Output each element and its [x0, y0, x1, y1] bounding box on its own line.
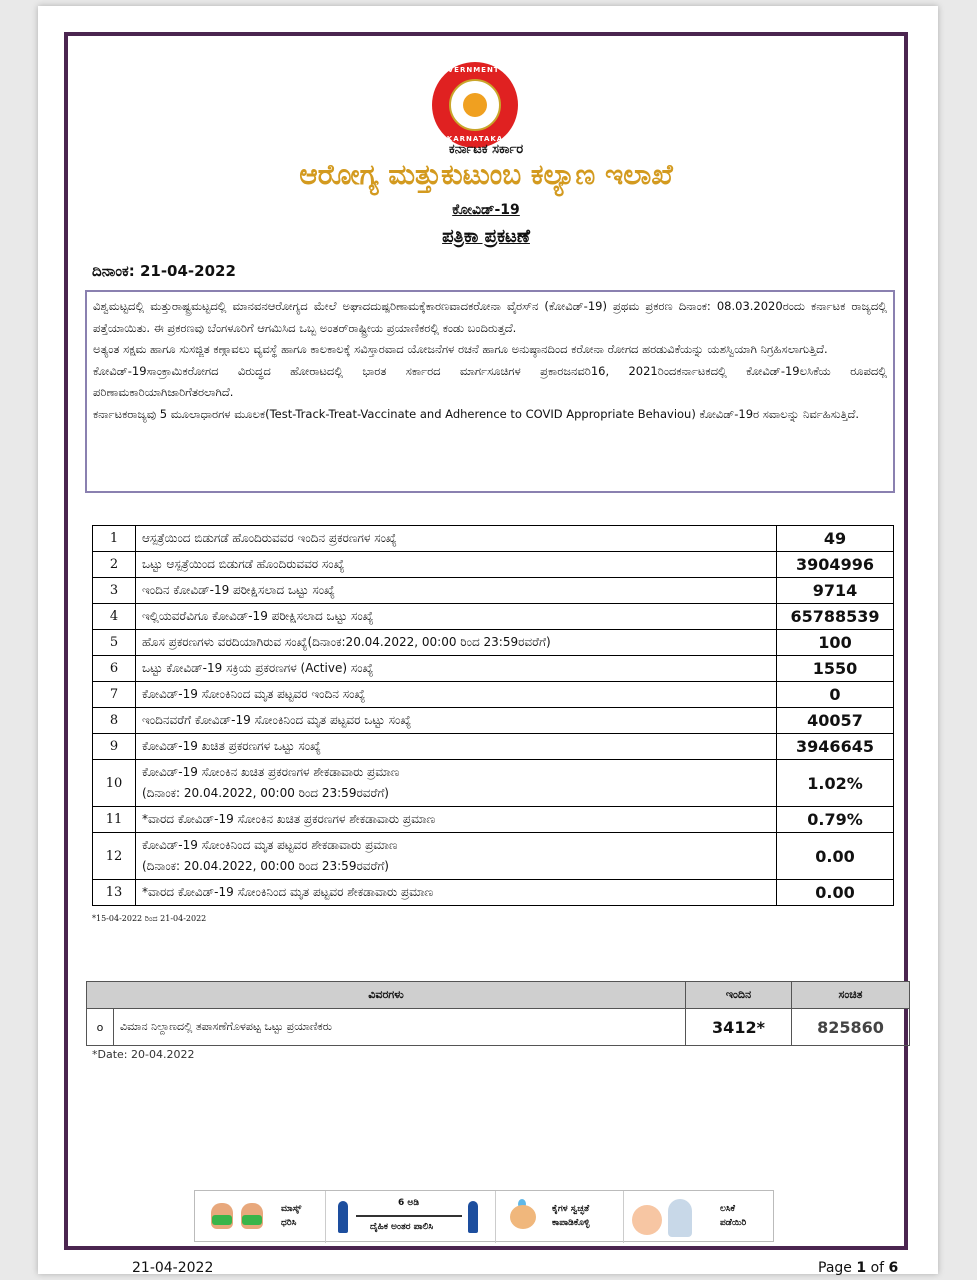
table-row: [93, 807, 894, 833]
table-row: [87, 1009, 910, 1046]
table-cell: 5: [93, 630, 136, 656]
table-row: [93, 578, 894, 604]
footer-date: 21-04-2022: [132, 1260, 214, 1276]
table-cell: 9: [93, 734, 136, 760]
table-cell: 2: [93, 552, 136, 578]
table-cell: 0.00: [777, 880, 894, 906]
table-cell: 0.00: [777, 833, 894, 880]
table-row: [93, 656, 894, 682]
table-cell: 10: [93, 760, 136, 807]
table-cell: ಇಂದಿನವರೆಗೆ ಕೋವಿಡ್-19 ಸೋಂಕಿನಿಂದ ಮೃತ ಪಟ್ಟವರ ಒಟ್ಟು ಸಂಖ್ಯೆ: [136, 708, 777, 734]
table-cell: 8: [93, 708, 136, 734]
table-row: [93, 526, 894, 552]
table-cell: *ವಾರದ ಕೋವಿಡ್-19 ಸೋಂಕಿನ ಖಚಿತ ಪ್ರಕರಣಗಳ ಶೇಕಡಾವಾರು ಪ್ರಮಾಣ: [136, 807, 777, 833]
header-today: ಇಂದಿನ: [686, 982, 792, 1009]
press-release-title: ಪತ್ರಿಕಾ ಪ್ರಕಟಣೆ: [442, 226, 530, 247]
table-cell: 6: [93, 656, 136, 682]
person-icon: [338, 1201, 348, 1233]
table-cell: 3: [93, 578, 136, 604]
table-cell: 0.79%: [777, 807, 894, 833]
distance-segment: 6 ಅಡಿ ದೈಹಿಕ ಅಂತರ ಪಾಲಿಸಿ: [325, 1191, 496, 1243]
table-row: [93, 760, 894, 807]
table-cell: 49: [777, 526, 894, 552]
table-cell: ಇಲ್ಲಿಯವರೆವಿಗೂ ಕೋವಿಡ್-19 ಪರೀಕ್ಷಿಸಲಾದ ಒಟ್ಟು ಸಂಖ್ಯೆ: [136, 604, 777, 630]
patient-icon: [632, 1205, 662, 1235]
table-cell: 12: [93, 833, 136, 880]
header-details: ವಿವರಗಳು: [87, 982, 686, 1009]
karnataka-seal-icon: [432, 62, 518, 148]
covid-stats-table: [92, 525, 894, 906]
intro-paragraph: ವಿಶ್ವಮಟ್ಟದಲ್ಲಿ ಮತ್ತುರಾಷ್ಟ್ರಮಟ್ಟದಲ್ಲಿ ಮಾನವನಆರೋಗ್ಯದ ಮೇಲೆ ಅಘಾದದುಷ್ಪರಿಣಾಮಕ್ಕೆಕಾರಣವಾದಕರೋನಾ ವೈರಸ್‌ನ (ಕೋವಿಡ್-19) ಪ್ರಥಮ ಪ್ರಕರಣ ದಿನಾಂಕ: 08.03.2020ರಂದು ಕರ್ನಾಟಕ ರಾಜ್ಯದಲ್ಲಿ ಪತ್ತೆಯಾಯಿತು. ಈ ಪ್ರಕರಣವು ಬೆಂಗಳೂರಿಗೆ ಆಗಮಿಸಿದ ಒಬ್ಬ ಅಂತರ್‌ರಾಷ್ಟ್ರೀಯ ಪ್ರಯಾಣಿಕರಲ್ಲಿ ಕಂಡು ಬಂದಿರುತ್ತದೆ.: [93, 299, 887, 335]
document-page: [38, 6, 938, 1274]
table-cell: 0: [777, 682, 894, 708]
table-cell: 825860: [792, 1009, 910, 1046]
table-row: [93, 552, 894, 578]
department-title: ಆರೋಗ್ಯ ಮತ್ತುಕುಟುಂಬ ಕಲ್ಯಾಣ ಇಲಾಖೆ: [299, 158, 673, 191]
table-cell: 3946645: [777, 734, 894, 760]
table-cell: 9714: [777, 578, 894, 604]
table-cell: ಕೋವಿಡ್-19 ಸೋಂಕಿನಿಂದ ಮೃತ ಪಟ್ಟವರ ಶೇಕಡಾವಾರು ಪ್ರಮಾಣ (ದಿನಾಂಕ: 20.04.2022, 00:00 ರಿಂದ 23:59ರವರೆಗೆ): [136, 833, 777, 880]
doctor-icon: [668, 1199, 692, 1237]
table-cell: ಕೋವಿಡ್-19 ಖಚಿತ ಪ್ರಕರಣಗಳ ಒಟ್ಟು ಸಂಖ್ಯೆ: [136, 734, 777, 760]
covid-appropriate-behaviour-banner: [194, 1190, 774, 1242]
table-row: [93, 708, 894, 734]
covid-subtitle: ಕೋವಿಡ್-19: [452, 202, 520, 218]
table-cell: 1.02%: [777, 760, 894, 807]
table-cell: o: [87, 1009, 114, 1046]
table-cell: ಆಸ್ಪತ್ರೆಯಿಂದ ಬಿಡುಗಡೆ ಹೊಂದಿರುವವರ ಇಂದಿನ ಪ್ರಕರಣಗಳ ಸಂಖ್ಯೆ: [136, 526, 777, 552]
distance-arrow-icon: [356, 1215, 462, 1217]
table-cell: 3412*: [686, 1009, 792, 1046]
airport-footnote: *Date: 20-04.2022: [92, 1048, 195, 1061]
table-row: [93, 734, 894, 760]
govt-name: ಕರ್ನಾಟಕ ಸರ್ಕಾರ: [448, 142, 524, 157]
table-cell: 40057: [777, 708, 894, 734]
release-date: ದಿನಾಂಕ: 21-04-2022: [92, 262, 236, 280]
seal-bottom-text: KARNATAKA: [446, 135, 504, 143]
mask-segment: ಮಾಸ್ಕ್ ಧರಿಸಿ: [195, 1191, 325, 1243]
table-cell: 1: [93, 526, 136, 552]
table-row: [93, 880, 894, 906]
table-cell: ಇಂದಿನ ಕೋವಿಡ್-19 ಪರೀಕ್ಷಿಸಲಾದ ಒಟ್ಟು ಸಂಖ್ಯೆ: [136, 578, 777, 604]
stats-footnote: *15-04-2022 ರಿಂದ 21-04-2022: [92, 914, 207, 923]
table-cell: ಹೊಸ ಪ್ರಕರಣಗಳು ವರದಿಯಾಗಿರುವ ಸಂಖ್ಯೆ(ದಿನಾಂಕ:20.04.2022, 00:00 ರಿಂದ 23:59ರವರೆಗೆ): [136, 630, 777, 656]
table-cell: ಒಟ್ಟು ಆಸ್ಪತ್ರೆಯಿಂದ ಬಿಡುಗಡೆ ಹೊಂದಿರುವವರ ಸಂಖ್ಯೆ: [136, 552, 777, 578]
table-cell: ವಿಮಾನ ನಿಲ್ದಾಣದಲ್ಲಿ ತಪಾಸಣೆಗೊಳಪಟ್ಟ ಒಟ್ಟು ಪ್ರಯಾಣಿಕರು: [114, 1009, 686, 1046]
intro-paragraph: ಕರ್ನಾಟಕರಾಜ್ಯವು 5 ಮೂಲಾಧಾರಗಳ ಮೂಲಕ(Test-Track-Treat-Vaccinate and Adherence to COVID Appropriate Behaviou) ಕೋವಿಡ್-19ರ ಸವಾಲನ್ನು ನಿರ್ವಹಿಸುತ್ತಿದೆ.: [93, 406, 860, 421]
hand-hygiene-segment: ಕೈಗಳ ಸ್ವಚ್ಛತೆ ಕಾಪಾಡಿಕೊಳ್ಳಿ: [495, 1191, 624, 1243]
table-cell: 1550: [777, 656, 894, 682]
table-header-row: [87, 982, 910, 1009]
table-cell: 100: [777, 630, 894, 656]
table-cell: 7: [93, 682, 136, 708]
intro-box: [85, 290, 895, 493]
table-row: [93, 682, 894, 708]
table-cell: 4: [93, 604, 136, 630]
table-row: [93, 630, 894, 656]
person-icon: [468, 1201, 478, 1233]
table-cell: 11: [93, 807, 136, 833]
table-cell: 13: [93, 880, 136, 906]
table-cell: ಒಟ್ಟು ಕೋವಿಡ್-19 ಸಕ್ರಿಯ ಪ್ರಕರಣಗಳ (Active) ಸಂಖ್ಯೆ: [136, 656, 777, 682]
table-cell: 65788539: [777, 604, 894, 630]
table-cell: *ವಾರದ ಕೋವಿಡ್-19 ಸೋಂಕಿನಿಂದ ಮೃತ ಪಟ್ಟವರ ಶೇಕಡಾವಾರು ಪ್ರಮಾಣ: [136, 880, 777, 906]
hands-icon: [510, 1205, 536, 1229]
table-row: [93, 604, 894, 630]
mask-icon: [212, 1215, 232, 1225]
table-cell: ಕೋವಿಡ್-19 ಸೋಂಕಿನ ಖಚಿತ ಪ್ರಕರಣಗಳ ಶೇಕಡಾವಾರು ಪ್ರಮಾಣ (ದಿನಾಂಕ: 20.04.2022, 00:00 ರಿಂದ 23:59ರವರೆಗೆ): [136, 760, 777, 807]
page-border: [64, 32, 908, 1276]
table-cell: 3904996: [777, 552, 894, 578]
intro-paragraph: ಅತ್ಯಂತ ಸಕ್ಷಮ ಹಾಗೂ ಸುಸಜ್ಜಿತ ಕಣ್ಗಾವಲು ವ್ಯವಸ್ಥೆ ಹಾಗೂ ಕಾಲಕಾಲಕ್ಕೆ ಸವಿಸ್ತಾರವಾದ ಯೋಜನೆಗಳ ರಚನೆ ಹಾಗೂ ಅನುಷ್ಠಾನದಿಂದ ಕರೋನಾ ರೋಗದ ಹರಡುವಿಕೆಯನ್ನು ಯಶಸ್ವಿಯಾಗಿ ನಿಗ್ರಹಿಸಲಾಗುತ್ತಿದೆ.: [93, 342, 828, 356]
table-row: [93, 833, 894, 880]
vaccine-segment: ಲಸಿಕೆ ಪಡೆಯಿರಿ: [623, 1191, 774, 1243]
airport-screening-table: [86, 981, 910, 1046]
header-cumulative: ಸಂಚಿತ: [792, 982, 910, 1009]
table-cell: ಕೋವಿಡ್-19 ಸೋಂಕಿನಿಂದ ಮೃತ ಪಟ್ಟವರ ಇಂದಿನ ಸಂಖ್ಯೆ: [136, 682, 777, 708]
seal-top-text: GOVERNMENT OF: [434, 66, 516, 74]
page-number: Page 1 of 6: [818, 1260, 899, 1276]
mask-icon: [242, 1215, 262, 1225]
intro-paragraph: ಕೋವಿಡ್-19ಸಾಂಕ್ರಾಮಿಕರೋಗದ ವಿರುದ್ಧದ ಹೋರಾಟದಲ್ಲಿ ಭಾರತ ಸರ್ಕಾರದ ಮಾರ್ಗಸೂಚಿಗಳ ಪ್ರಕಾರಜನವರಿ16, 2021ರಿಂದಕರ್ನಾಟಕದಲ್ಲಿ ಕೋವಿಡ್-19ಲಸಿಕೆಯ ರೂಪದಲ್ಲಿ ಪರಿಣಾಮಕಾರಿಯಾಗಿಜಾರಿಗೆತರಲಾಗಿದೆ.: [93, 363, 887, 399]
